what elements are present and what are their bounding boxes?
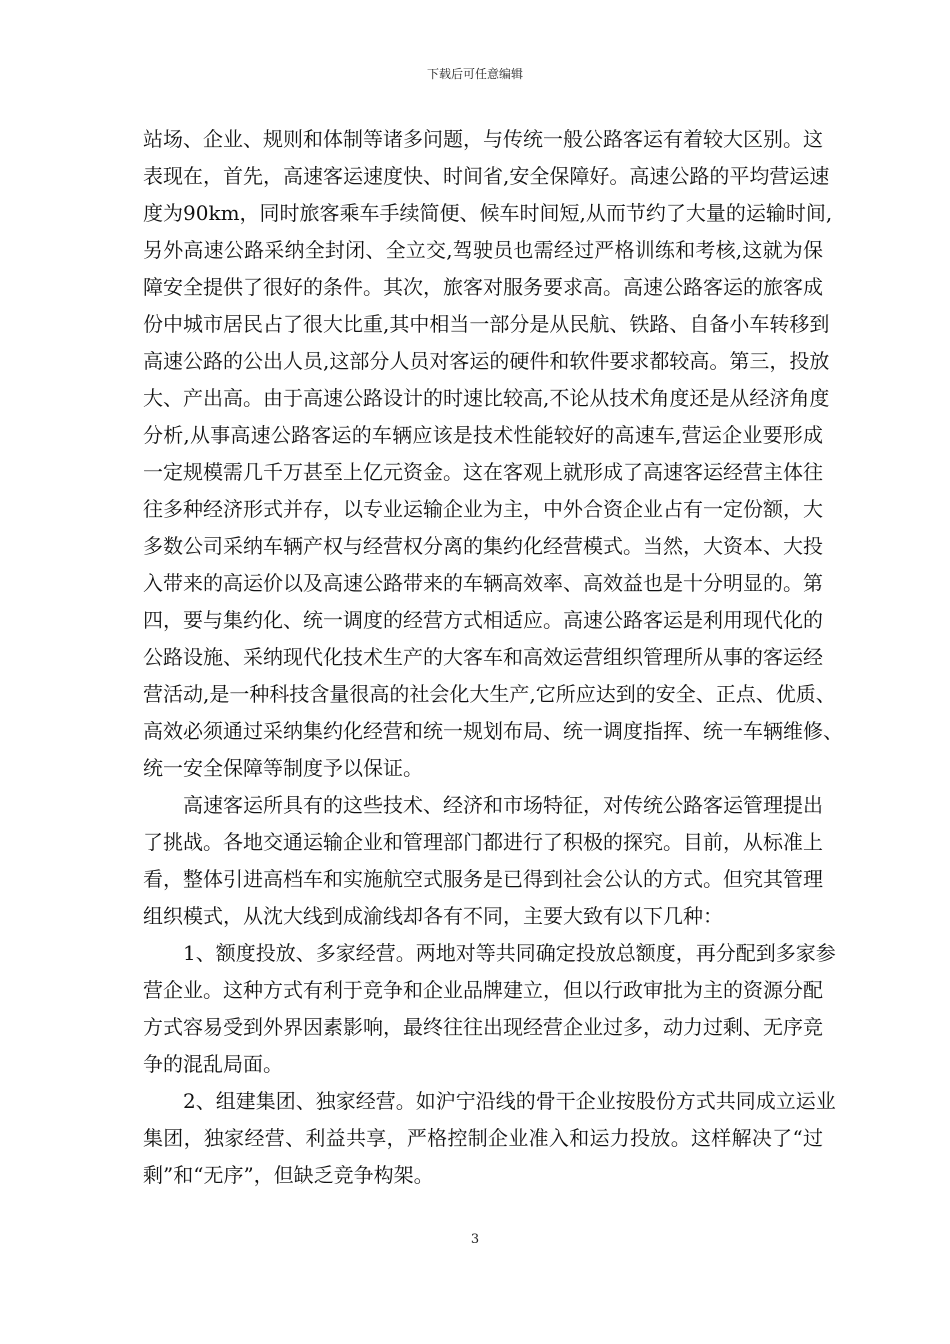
text-line: 了挑战。各地交通运输企业和管理部门都进行了积极的探究。目前，从标准上: [143, 830, 823, 854]
text-line: 大、产出高。由于高速公路设计的时速比较高,不论从技术角度还是从经济角度: [143, 386, 830, 410]
text-line: 2、组建集团、独家经营。如沪宁沿线的骨干企业按股份方式共同成立运业: [143, 1089, 836, 1113]
text-line: 往多种经济形式并存，以专业运输企业为主，中外合资企业占有一定份额，大: [143, 497, 823, 521]
text-line: 分析,从事高速公路客运的车辆应该是技术性能较好的高速车,营运企业要形成: [143, 423, 823, 447]
text-line: 营活动,是一种科技含量很高的社会化大生产,它所应达到的安全、正点、优质、: [143, 682, 836, 706]
text-line: 争的混乱局面。: [143, 1052, 283, 1076]
text-line: 营企业。这种方式有利于竞争和企业品牌建立，但以行政审批为主的资源分配: [143, 978, 823, 1002]
text-line: 剩”和“无序”，但缺乏竞争构架。: [143, 1163, 434, 1187]
text-line: 四，要与集约化、统一调度的经营方式相适应。高速公路客运是利用现代化的: [143, 608, 823, 632]
text-line: 组织模式，从沈大线到成渝线却各有不同，主要大致有以下几种：: [143, 904, 723, 928]
page-header: 下载后可任意编辑: [426, 67, 523, 81]
body-text: [143, 121, 843, 1194]
text-line: 份中城市居民占了很大比重,其中相当一部分是从民航、铁路、自备小车转移到: [143, 312, 830, 336]
text-line: 入带来的高运价以及高速公路带来的车辆高效率、高效益也是十分明显的。第: [143, 571, 823, 595]
text-line: 公路设施、采纳现代化技术生产的大客车和高效运营组织管理所从事的客运经: [143, 645, 823, 669]
text-line: 统一安全保障等制度予以保证。: [143, 756, 423, 780]
text-line: 表现在，首先，高速客运速度快、时间省,安全保障好。高速公路的平均营运速: [143, 164, 830, 188]
text-line: 1、额度投放、多家经营。两地对等共同确定投放总额度，再分配到多家参: [143, 941, 836, 965]
page-number: 3: [470, 1232, 480, 1247]
text-line: 另外高速公路采纳全封闭、全立交,驾驶员也需经过严格训练和考核,这就为保: [143, 238, 823, 262]
text-line: 一定规模需几千万甚至上亿元资金。这在客观上就形成了高速客运经营主体往: [143, 460, 823, 484]
text-line: 集团，独家经营、利益共享，严格控制企业准入和运力投放。这样解决了“过: [143, 1126, 823, 1150]
text-line: 高速公路的公出人员,这部分人员对客运的硬件和软件要求都较高。第三，投放: [143, 349, 830, 373]
text-line: 高效必须通过采纳集约化经营和统一规划布局、统一调度指挥、统一车辆维修、: [143, 719, 843, 743]
text-line: 高速客运所具有的这些技术、经济和市场特征，对传统公路客运管理提出: [143, 793, 823, 817]
text-line: 站场、企业、规则和体制等诸多问题，与传统一般公路客运有着较大区别。这: [143, 127, 823, 151]
text-line: 度为90km，同时旅客乘车手续简便、候车时间短,从而节约了大量的运输时间,: [143, 201, 833, 225]
text-line: 方式容易受到外界因素影响，最终往往出现经营企业过多，动力过剩、无序竞: [143, 1015, 823, 1039]
text-line: 看，整体引进高档车和实施航空式服务是已得到社会公认的方式。但究其管理: [143, 867, 823, 891]
text-line: 多数公司采纳车辆产权与经营权分离的集约化经营模式。当然，大资本、大投: [143, 534, 823, 558]
text-line: 障安全提供了很好的条件。其次，旅客对服务要求高。高速公路客运的旅客成: [143, 275, 823, 299]
